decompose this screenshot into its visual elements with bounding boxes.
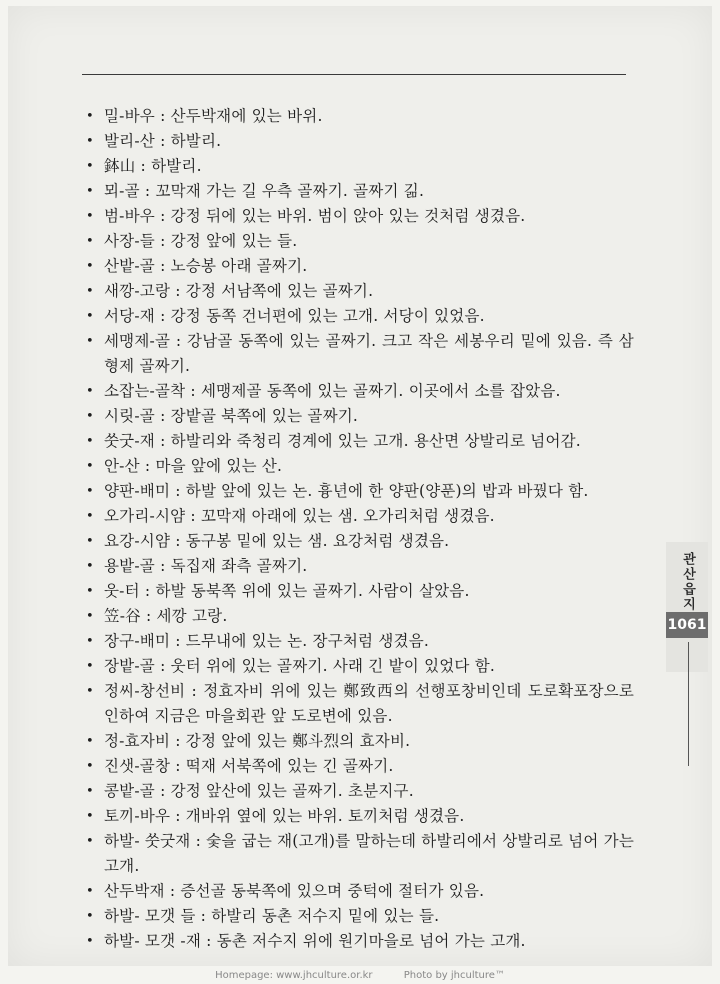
list-item: • 사장-들 : 강정 앞에 있는 들. bbox=[86, 229, 634, 254]
list-item: • 쑷굿-재 : 하발리와 죽청리 경계에 있는 고개. 용산면 상발리로 넘어감. bbox=[86, 429, 634, 454]
list-item: • 진샛-골창 : 떡재 서북쪽에 있는 긴 골짜기. bbox=[86, 754, 634, 779]
list-item: • 새깡-고랑 : 강정 서남쪽에 있는 골짜기. bbox=[86, 279, 634, 304]
list-item: • 양판-배미 : 하발 앞에 있는 논. 흉년에 한 양판(양푼)의 밥과 바꿨다 함. bbox=[86, 479, 634, 504]
list-item: • 발리-산 : 하발리. bbox=[86, 129, 634, 154]
list-item: • 정-효자비 : 강정 앞에 있는 鄭斗烈의 효자비. bbox=[86, 729, 634, 754]
place-name-list bbox=[86, 104, 634, 954]
section-title: 관산읍지 bbox=[680, 552, 695, 612]
page-number: 1061 bbox=[666, 612, 708, 638]
list-item: • 요강-시얌 : 동구봉 밑에 있는 샘. 요강처럼 생겼음. bbox=[86, 529, 634, 554]
list-item: • 토끼-바우 : 개바위 옆에 있는 바위. 토끼처럼 생겼음. bbox=[86, 804, 634, 829]
list-item: • 산두박재 : 증선골 동북쪽에 있으며 중턱에 절터가 있음. bbox=[86, 879, 634, 904]
list-item: • 시릿-골 : 장밭골 북쪽에 있는 골짜기. bbox=[86, 404, 634, 429]
list-item: • 오가리-시얌 : 꼬막재 아래에 있는 샘. 오가리처럼 생겼음. bbox=[86, 504, 634, 529]
list-item: • 소잡는-골착 : 세맹제골 동쪽에 있는 골짜기. 이곳에서 소를 잡았음. bbox=[86, 379, 634, 404]
list-item: • 콩밭-골 : 강정 앞산에 있는 골짜기. 초분지구. bbox=[86, 779, 634, 804]
list-item: • 笠-谷 : 세깡 고랑. bbox=[86, 604, 634, 629]
list-item: • 하발- 쑷굿재 : 숯을 굽는 재(고개)를 말하는데 하발리에서 상발리로 넘어 가는 고개. bbox=[86, 829, 634, 879]
list-item: • 서당-재 : 강정 동쪽 건너편에 있는 고개. 서당이 있었음. bbox=[86, 304, 634, 329]
list-item: • 웃-터 : 하발 동북쪽 위에 있는 골짜기. 사람이 살았음. bbox=[86, 579, 634, 604]
list-item: • 장밭-골 : 웃터 위에 있는 골짜기. 사래 긴 밭이 있었다 함. bbox=[86, 654, 634, 679]
list-item: • 鉢山 : 하발리. bbox=[86, 154, 634, 179]
footer-homepage: Homepage: www.jhculture.or.kr bbox=[215, 970, 373, 981]
side-rule bbox=[688, 642, 689, 766]
list-item: • 세맹제-골 : 강남골 동쪽에 있는 골짜기. 크고 작은 세봉우리 밑에 있음. 즉 삼형제 골짜기. bbox=[86, 329, 634, 379]
list-item: • 안-산 : 마을 앞에 있는 산. bbox=[86, 454, 634, 479]
footer-photo-credit: Photo by jhculture™ bbox=[403, 970, 505, 981]
list-item: • 밀-바우 : 산두박재에 있는 바위. bbox=[86, 104, 634, 129]
list-item: • 범-바우 : 강정 뒤에 있는 바위. 범이 앉아 있는 것처럼 생겼음. bbox=[86, 204, 634, 229]
list-item: • 하발- 모갯 들 : 하발리 동촌 저수지 밑에 있는 들. bbox=[86, 904, 634, 929]
list-item: • 뫼-골 : 꼬막재 가는 길 우측 골짜기. 골짜기 긺. bbox=[86, 179, 634, 204]
list-item: • 정씨-창선비 : 정효자비 위에 있는 鄭致西의 선행포창비인데 도로확포장으로 인하여 지금은 마을회관 앞 도로변에 있음. bbox=[86, 679, 634, 729]
footer bbox=[0, 968, 720, 984]
list-item: • 하발- 모갯 -재 : 동촌 저수지 위에 원기마을로 넘어 가는 고개. bbox=[86, 929, 634, 954]
list-item: • 산밭-골 : 노승봉 아래 골짜기. bbox=[86, 254, 634, 279]
list-item: • 장구-배미 : 드무내에 있는 논. 장구처럼 생겼음. bbox=[86, 629, 634, 654]
header-rule bbox=[82, 74, 626, 75]
list-item: • 용밭-골 : 독집재 좌측 골짜기. bbox=[86, 554, 634, 579]
